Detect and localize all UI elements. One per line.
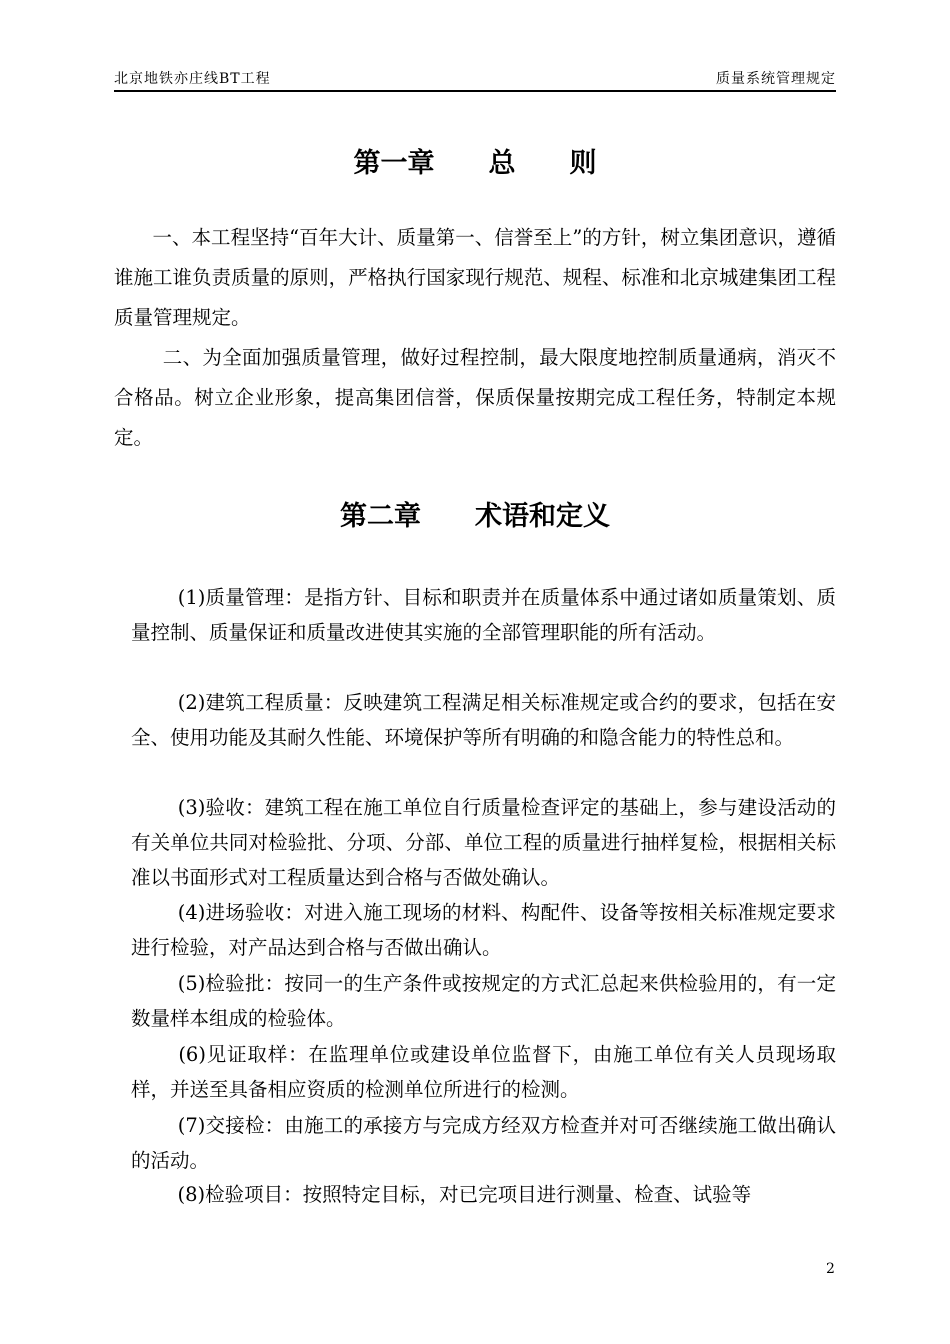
definition-item: (3)验收：建筑工程在施工单位自行质量检查评定的基础上，参与建设活动的有关单位共同对检验批、分项、分部、单位工程的质量进行抽样复检，根据相关标准以书面形式对工程质量达到合格与否做处确认。: [131, 796, 836, 889]
page-number: 2: [826, 1261, 835, 1277]
chapter-1-title: 第一章 总 则: [353, 148, 597, 179]
chapter-1-paragraph-1: 一、本工程坚持“百年大计、质量第一、信誉至上”的方针，树立集团意识，遵循谁施工谁负责质量的原则，严格执行国家现行规范、规程、标准和北京城建集团工程质量管理规定。: [114, 226, 836, 329]
definition-item: (4)进场验收：对进入施工现场的材料、构配件、设备等按相关标准规定要求进行检验，对产品达到合格与否做出确认。: [131, 901, 836, 959]
definition-item: (6)见证取样：在监理单位或建设单位监督下，由施工单位有关人员现场取样，并送至具备相应资质的检测单位所进行的检测。: [131, 1043, 836, 1101]
definition-item: (5)检验批：按同一的生产条件或按规定的方式汇总起来供检验用的，有一定数量样本组成的检验体。: [131, 972, 836, 1030]
page-header: [114, 64, 836, 92]
definition-item: (2)建筑工程质量：反映建筑工程满足相关标准规定或合约的要求，包括在安全、使用功能及其耐久性能、环境保护等所有明确的和隐含能力的特性总和。: [131, 691, 836, 749]
header-document-title: 质量系统管理规定: [716, 71, 836, 87]
chapter-2-title: 第二章 术语和定义: [340, 501, 610, 532]
chapter-1-paragraph-2: 二、为全面加强质量管理，做好过程控制，最大限度地控制质量通病，消灭不合格品。树立企业形象，提高集团信誉，保质保量按期完成工程任务，特制定本规定。: [114, 346, 836, 449]
definition-item: (8)检验项目：按照特定目标，对已完项目进行测量、检查、试验等: [158, 1183, 752, 1206]
header-project-name: 北京地铁亦庄线BT工程: [114, 71, 271, 87]
definition-item: (7)交接检：由施工的承接方与完成方经双方检查并对可否继续施工做出确认的活动。: [131, 1114, 836, 1172]
definition-item: (1)质量管理：是指方针、目标和职责并在质量体系中通过诸如质量策划、质量控制、质量保证和质量改进使其实施的全部管理职能的所有活动。: [131, 586, 836, 644]
